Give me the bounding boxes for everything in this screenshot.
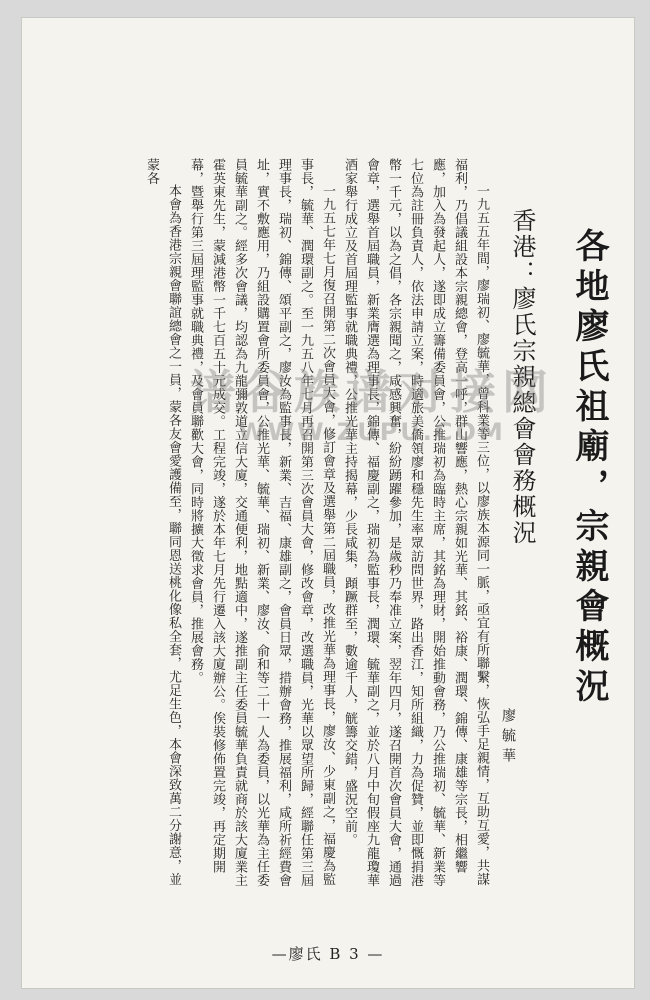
author-name: 廖毓華 xyxy=(500,708,516,768)
article-body xyxy=(92,158,492,893)
watermark-text: 谱谷族谱对接网 xyxy=(190,365,554,419)
body-paragraph: 一九五七年七月復召開第二次會員大會，修訂會章及選舉第二屆職員，改推光華為理事長，廖汝、少東副之，福慶為監事長，毓華、潤環副之。至一九五八年七月再召開第三次會員大會，修改會章，改選職員，光華以眾望所歸，經聯任第三屆理事長，瑞初、錦傳、頌平副之，廖汝為監事長，新業、吉福、康雄副之，會員日眾，措辦會務，推展福利，咸所祈經費會址，實不敷應用，乃組設購置會所委員會，公推光華、毓華、瑞初、新業、廖汝、俞和等二十一人為委員，以光華為主任委員毓華副之。經多次會議，均認為九龍彌敦道立信大廈，交通便利，地點適中，遂推副主任委員毓華負責就商於該大廈業主霍英東先生，蒙減港幣一千七百五十元成交。工程完竣，遂於本年七月先行遷入該大廈辦公。俟裝修佈置完竣，再定期開幕，暨舉行第三屆理監事就職典禮，及會員聯歡大會，同時將擴大徵求會員，推展會務。 xyxy=(188,158,335,887)
document-page xyxy=(22,18,634,988)
body-paragraph: 一九五五年間，廖瑞初、廖毓華，曾科業等三位，以廖族本源同一脈，亟宜有所聯繫，恢弘手足親情，互助互愛，共謀福利，乃倡議組設本宗親總會，登高一呼，群山響應，熱心宗親如光華、其銘、裕康、潤環、錦傳、康雄等宗長，相繼響應，加入為發起人，遂即成立籌備委員會，公推瑞初為臨時主席，其銘為理財，開始推動會務，乃公推瑞初、毓華、新業等七位為註冊負責人，依法申請立案，時適旅美僑領廖和穩先生率眾訪問世界，路出香江，知所組織，力為促贊，並即慨捐港幣一千元，以為之倡，各宗親聞之，咸感興奮，紛紛踴躍參加，是歲秒乃奉准立案，翌年四月，遂召開首次會員大會，通過會章，選舉首屆職員，新業膺選為理事長，錦傳、福慶副之，瑞初為監事長，潤環、毓華副之，並於八月中旬假座九龍瓊華酒家舉行成立及首屆理監事就職典禮，公推光華主持揭幕，少長咸集，蹞蹶群至，數逾千人，觥籌交錯，盛況空前。 xyxy=(342,158,489,887)
page-footer: —廖氏 B 3 — xyxy=(271,945,385,963)
article-subtitle: 香港：廖氏宗親總會會務概況 xyxy=(508,208,536,546)
watermark-url: WWW.ZUPU.COM xyxy=(238,418,506,446)
page-title: 各地廖氏祖廟，宗親會概況 xyxy=(569,228,609,708)
body-paragraph: 本會為香港宗親會聯誼總會之一員，蒙各友會愛護備至，聯同恩送桃化像私全套，尤足生色，本會深致萬二分謝意，並蒙各 xyxy=(144,158,181,886)
